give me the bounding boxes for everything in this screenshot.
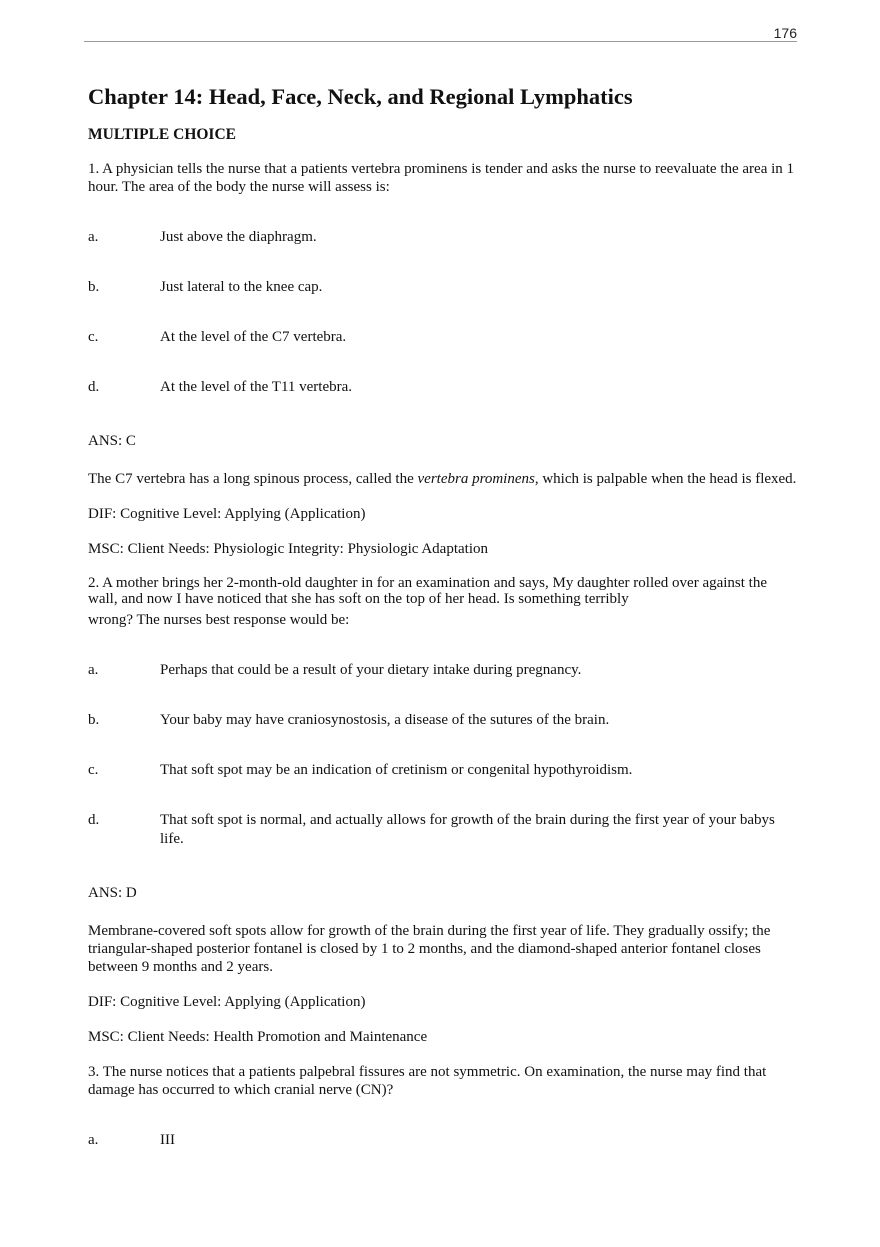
option-text: Just above the diaphragm. xyxy=(160,229,317,245)
option-letter: d. xyxy=(88,812,100,828)
option-text: Perhaps that could be a result of your dietary intake during pregnancy. xyxy=(160,662,582,678)
question-1-stem: 1. A physician tells the nurse that a patients vertebra prominens is tender and asks the nurse to reevaluate the area in 1 hour. The area of the body the nurse will assess is: xyxy=(88,161,795,195)
option-letter: b. xyxy=(88,712,100,728)
question-1-client-needs: MSC: Client Needs: Physiologic Integrity: Physiologic Adaptation xyxy=(88,541,488,557)
option-letter: c. xyxy=(88,762,99,778)
option-letter: a. xyxy=(88,229,99,245)
option-letter: a. xyxy=(88,1132,99,1148)
page-content xyxy=(88,82,798,1181)
question-2-answer: ANS: D xyxy=(88,885,137,901)
option-text: That soft spot is normal, and actually allows for growth of the brain during the first year of your babys life. xyxy=(160,812,775,847)
option-letter: c. xyxy=(88,329,99,345)
option-letter: b. xyxy=(88,279,100,295)
question-2-difficulty: DIF: Cognitive Level: Applying (Application) xyxy=(88,994,366,1010)
question-1-answer: ANS: C xyxy=(88,433,136,449)
question-2-option-c xyxy=(88,761,798,780)
option-text: At the level of the T11 vertebra. xyxy=(160,379,353,395)
section-heading: MULTIPLE CHOICE xyxy=(88,126,236,143)
rationale-text: , which is palpable when the head is flexed. xyxy=(534,471,797,487)
option-text: Just lateral to the knee cap. xyxy=(160,279,323,295)
question-2-option-a xyxy=(88,661,798,680)
question-1-option-b xyxy=(88,278,798,297)
rationale-text: The C7 vertebra has a long spinous process, called the xyxy=(88,471,418,487)
option-text: III xyxy=(160,1132,175,1148)
page-number: 176 xyxy=(773,25,797,41)
option-letter: a. xyxy=(88,662,99,678)
question-1-rationale xyxy=(88,470,798,488)
question-3-stem: 3. The nurse notices that a patients palpebral fissures are not symmetric. On examination, the nurse may find that damage has occurred to which cranial nerve (CN)? xyxy=(88,1064,767,1098)
option-letter: d. xyxy=(88,379,100,395)
question-1-option-a xyxy=(88,228,798,247)
question-2-stem-cont: wrong? The nurses best response would be: xyxy=(88,612,350,628)
header-rule xyxy=(84,41,797,42)
question-2-stem: 2. A mother brings her 2-month-old daughter in for an examination and says, My daughter rolled over against the wall, and now I have noticed that she has soft on the top of her head. Is something terribly xyxy=(88,575,768,607)
question-2-option-d xyxy=(88,811,798,849)
rationale-italic-term: vertebra prominens xyxy=(417,471,535,487)
question-3 xyxy=(88,1063,798,1150)
question-2-option-b xyxy=(88,711,798,730)
question-1 xyxy=(88,160,798,558)
question-1-option-d xyxy=(88,378,798,397)
question-1-difficulty: DIF: Cognitive Level: Applying (Application) xyxy=(88,506,366,522)
option-text: At the level of the C7 vertebra. xyxy=(160,329,347,345)
option-text: That soft spot may be an indication of cretinism or congenital hypothyroidism. xyxy=(160,762,633,778)
option-text: Your baby may have craniosynostosis, a disease of the sutures of the brain. xyxy=(160,712,610,728)
question-3-option-a xyxy=(88,1131,798,1150)
question-2-rationale: Membrane-covered soft spots allow for growth of the brain during the first year of life. They gradually ossify; the triangular-shaped posterior fontanel is closed by 1 to 2 months, and the diamond-shaped anterior fontanel closes between 9 months and 2 years. xyxy=(88,923,771,975)
question-2 xyxy=(88,575,798,1046)
chapter-title: Chapter 14: Head, Face, Neck, and Regional Lymphatics xyxy=(88,84,633,109)
question-1-option-c xyxy=(88,328,798,347)
question-2-client-needs: MSC: Client Needs: Health Promotion and Maintenance xyxy=(88,1029,428,1045)
